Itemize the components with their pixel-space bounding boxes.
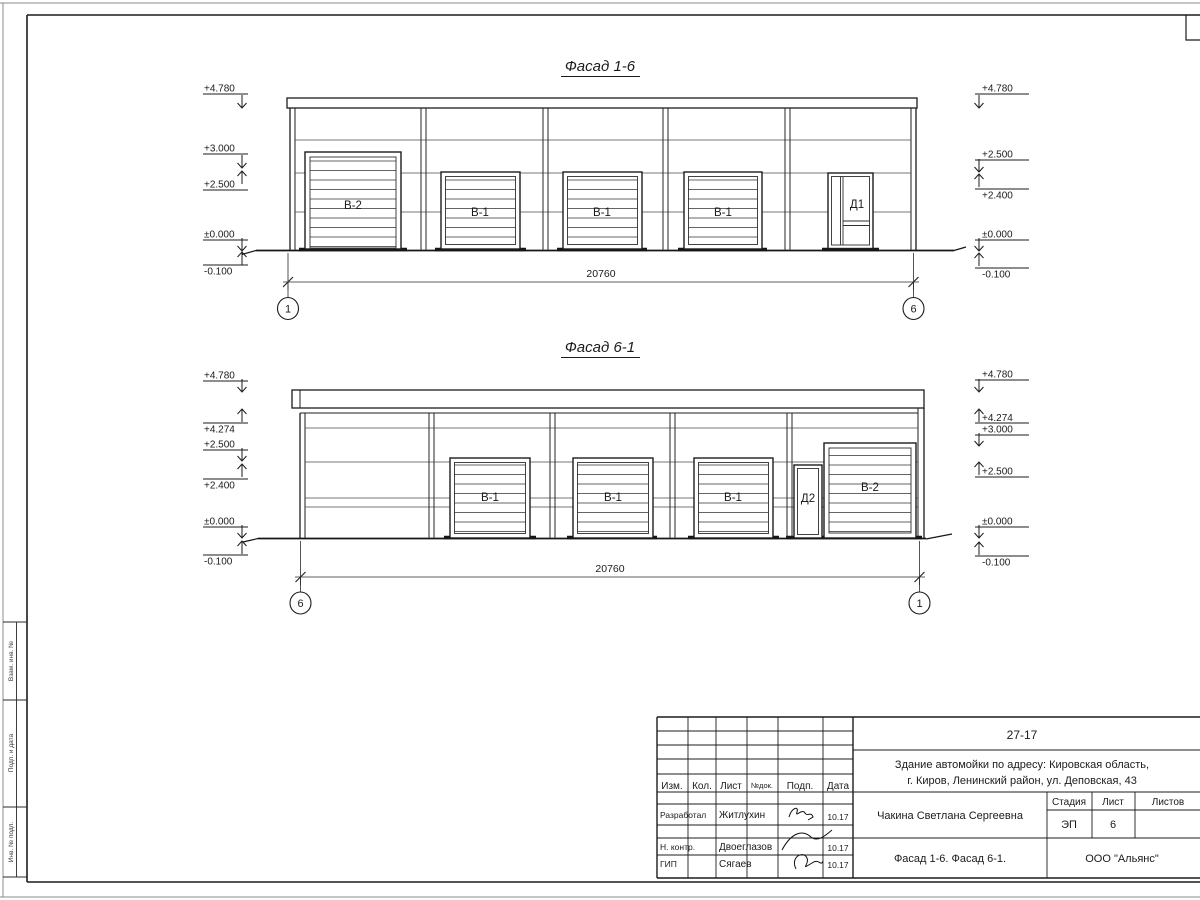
door-label: Д1 xyxy=(849,199,865,211)
axis-bubbles-bottom xyxy=(290,592,930,614)
sheet-title: Фасад 1-6. Фасад 6-1. xyxy=(893,853,1007,865)
facade-1-6-title: Фасад 1-6 xyxy=(564,58,636,75)
col-podp: Подп. xyxy=(786,781,814,792)
elevation-marks-left xyxy=(203,371,248,568)
col-data: Дата xyxy=(826,781,850,792)
svg-text:+4.780: +4.780 xyxy=(982,369,1013,381)
door-label: В-1 xyxy=(471,207,489,219)
door-label: В-2 xyxy=(344,200,362,212)
svg-text:+4.780: +4.780 xyxy=(204,83,235,95)
gate-v1-1 xyxy=(450,458,530,538)
list-value: 6 xyxy=(1109,819,1117,831)
svg-text:+4.780: +4.780 xyxy=(982,83,1013,95)
elevation-mark xyxy=(203,371,248,393)
elevation-mark xyxy=(203,144,248,169)
elevation-mark xyxy=(203,409,248,436)
elevation-mark xyxy=(203,84,248,109)
svg-text:+3.000: +3.000 xyxy=(204,143,235,155)
elevation-marks-left xyxy=(203,84,248,278)
date-cell: 10.17 xyxy=(827,860,849,870)
elevation-marks-right xyxy=(975,84,1030,281)
date-cell: 10.17 xyxy=(827,843,849,853)
axis-bubbles-top xyxy=(278,298,925,320)
name-cell: Двоеглазов xyxy=(719,842,773,853)
corner-box xyxy=(1186,15,1200,40)
project-name-line1: Здание автомойки по адресу: Кировская область, xyxy=(894,759,1150,771)
dimension-text: 20760 xyxy=(595,563,625,575)
svg-text:-0.100: -0.100 xyxy=(204,266,233,278)
svg-text:+2.500: +2.500 xyxy=(204,179,235,191)
col-list: Лист xyxy=(720,781,742,792)
col-kol: Кол. xyxy=(692,781,712,792)
signature xyxy=(782,808,832,869)
role-cell: ГИП xyxy=(660,859,677,869)
door-label: Д2 xyxy=(800,493,816,505)
elevation-mark xyxy=(203,440,248,462)
facade-1-6-drawing xyxy=(203,58,1029,320)
side-stamp-label: Взам. инв. № xyxy=(8,640,15,682)
axis-number: 1 xyxy=(916,598,923,610)
side-stamp-label: Инв. № подл. xyxy=(8,821,15,863)
gate-v1-3 xyxy=(684,172,762,249)
project-name-line2: г. Киров, Ленинский район, ул. Деповская, 43 xyxy=(907,775,1137,787)
svg-text:+4.274: +4.274 xyxy=(982,413,1013,424)
gate-v1-1 xyxy=(441,172,520,249)
gate-v1-3 xyxy=(694,458,773,538)
door-d2 xyxy=(794,465,822,538)
gate-v1-2 xyxy=(563,172,642,249)
elevation-mark xyxy=(975,409,1030,424)
svg-text:+2.400: +2.400 xyxy=(204,480,235,492)
project-code: 27-17 xyxy=(1006,728,1038,742)
date-cell: 10.17 xyxy=(827,812,849,822)
elevation-mark xyxy=(975,517,1030,539)
role-cell: Разработал xyxy=(660,810,707,820)
listov-label: Листов xyxy=(1151,797,1185,808)
svg-text:+2.500: +2.500 xyxy=(982,149,1013,161)
designer-name: Чакина Светлана Сергеевна xyxy=(877,810,1023,822)
svg-text:+4.274: +4.274 xyxy=(204,424,235,436)
elevation-mark xyxy=(975,425,1030,447)
drawing-frame xyxy=(27,15,1200,882)
side-stamp-label: Подп. и дата xyxy=(8,733,15,773)
elevation-mark xyxy=(975,462,1030,478)
svg-text:+2.400: +2.400 xyxy=(982,190,1013,202)
elevation-mark xyxy=(975,174,1030,202)
svg-text:+3.000: +3.000 xyxy=(982,424,1013,436)
facade-6-1-title: Фасад 6-1 xyxy=(564,339,636,356)
elevation-mark xyxy=(203,252,248,278)
svg-text:±0.000: ±0.000 xyxy=(982,229,1013,241)
col-izm: Изм. xyxy=(661,781,683,792)
door-label: В-2 xyxy=(861,482,879,494)
door-label: В-1 xyxy=(593,207,611,219)
svg-text:-0.100: -0.100 xyxy=(982,269,1011,281)
door-label: В-1 xyxy=(714,207,732,219)
stage-value: ЭП xyxy=(1061,819,1077,831)
elevation-mark xyxy=(203,171,248,191)
elevation-mark xyxy=(975,230,1030,252)
gate-v2 xyxy=(824,443,916,538)
role-cell: Н. контр. xyxy=(660,842,696,852)
title-block xyxy=(657,717,1200,878)
name-cell: Сягаев xyxy=(719,859,752,870)
door-label: В-1 xyxy=(724,492,742,504)
svg-text:-0.100: -0.100 xyxy=(982,557,1011,569)
gate-v1-2 xyxy=(573,458,653,538)
elevation-mark xyxy=(975,84,1030,109)
door-label: В-1 xyxy=(481,492,499,504)
dimension-text: 20760 xyxy=(586,268,616,280)
elevation-mark xyxy=(203,541,248,568)
elevation-marks-right xyxy=(975,370,1030,569)
side-stamp xyxy=(3,622,27,877)
elevation-mark xyxy=(975,370,1030,393)
door-label: В-1 xyxy=(604,492,622,504)
axis-number: 1 xyxy=(284,303,292,316)
elevation-mark xyxy=(203,230,248,252)
svg-text:±0.000: ±0.000 xyxy=(982,516,1013,528)
svg-text:+4.780: +4.780 xyxy=(204,370,235,382)
svg-text:+2.500: +2.500 xyxy=(204,439,235,451)
elevation-mark xyxy=(975,253,1030,281)
elevation-mark xyxy=(975,150,1030,173)
elevation-mark xyxy=(203,517,248,539)
col-ndok: №док. xyxy=(751,781,773,790)
gate-v2 xyxy=(305,152,401,249)
axis-number: 6 xyxy=(910,303,917,316)
svg-text:±0.000: ±0.000 xyxy=(204,516,235,528)
svg-text:±0.000: ±0.000 xyxy=(204,229,235,241)
elevation-mark xyxy=(975,542,1030,569)
door-d1 xyxy=(828,173,873,249)
axis-number: 6 xyxy=(297,598,304,610)
svg-text:+2.500: +2.500 xyxy=(982,466,1013,478)
name-cell: Житлухин xyxy=(719,810,766,821)
stage-label: Стадия xyxy=(1051,797,1087,808)
svg-text:-0.100: -0.100 xyxy=(204,556,233,568)
organization: ООО "Альянс" xyxy=(1085,853,1159,865)
elevation-mark xyxy=(203,464,248,492)
facade-6-1-drawing xyxy=(203,339,1029,614)
list-label: Лист xyxy=(1102,797,1124,808)
